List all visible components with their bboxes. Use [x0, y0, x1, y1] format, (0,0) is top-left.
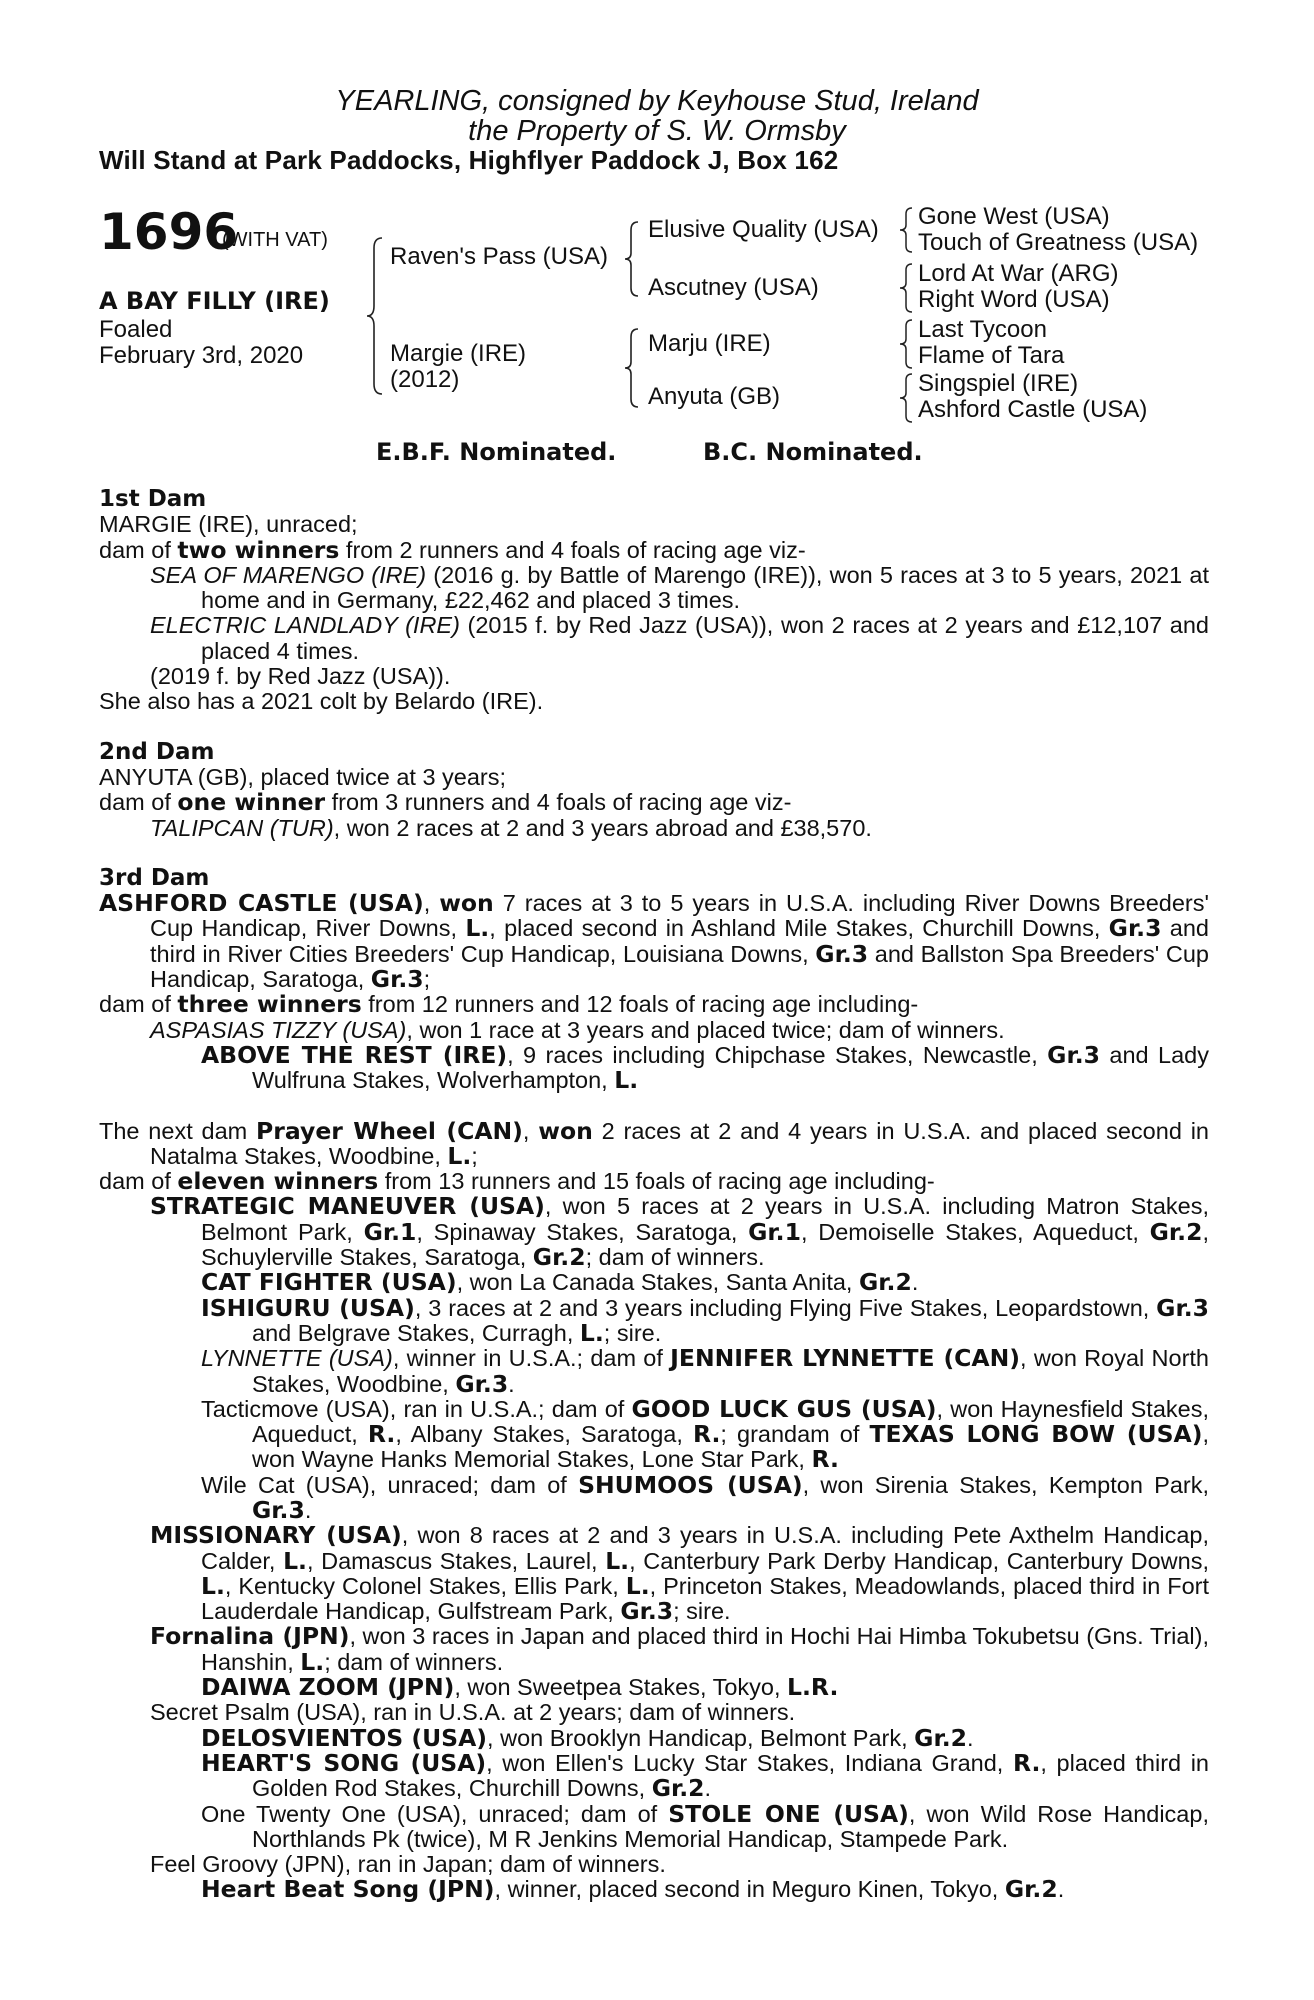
next-dam-offspring: Feel Groovy (JPN), ran in Japan; dam of winners.: [150, 1851, 666, 1878]
second-dam-heading: 2nd Dam: [99, 738, 215, 765]
pedigree-dss: Last Tycoon: [918, 316, 1047, 343]
next-dam-grand-offspring: DELOSVIENTOS (USA), won Brooklyn Handicap, Belmont Park, Gr.2.: [201, 1723, 974, 1752]
pedigree-dam-year: (2012): [390, 366, 460, 393]
next-dam-grand-offspring: LYNNETTE (USA), winner in U.S.A.; dam of JENNIFER LYNNETTE (CAN), won Royal North Stakes, Woodbine, Gr.3.: [201, 1344, 1209, 1398]
pedigree-brace-dam: [624, 327, 642, 409]
third-dam-record: dam of three winners from 12 runners and 12 foals of racing age including-: [99, 990, 919, 1019]
third-dam-offspring: ASPASIAS TIZZY (USA), won 1 race at 3 years and placed twice; dam of winners.: [150, 1016, 1005, 1043]
first-dam-offspring: ELECTRIC LANDLADY (IRE) (2015 f. by Red Jazz (USA)), won 2 races at 2 years and £12,107 and placed 4 times.: [150, 612, 1209, 664]
first-dam-also: She also has a 2021 colt by Belardo (IRE).: [99, 688, 544, 715]
pedigree-dam: Margie (IRE): [390, 340, 527, 367]
pedigree-sire: Raven's Pass (USA): [390, 243, 608, 270]
next-dam-grand-offspring: HEART'S SONG (USA), won Ellen's Lucky Star Stakes, Indiana Grand, R., placed third in Golden Rod Stakes, Churchill Downs, Gr.2.: [201, 1748, 1210, 1803]
property-line: the Property of S. W. Ormsby: [468, 115, 846, 147]
third-dam-grand-offspring: ABOVE THE REST (IRE), 9 races including Chipchase Stakes, Newcastle, Gr.3 and Lady Wulfruna Stakes, Wolverhampton, L.: [201, 1040, 1209, 1095]
pedigree-sds: Lord At War (ARG): [918, 260, 1119, 287]
stand-location: Will Stand at Park Paddocks, Highflyer Paddock J, Box 162: [99, 145, 839, 175]
next-dam-offspring: MISSIONARY (USA), won 8 races at 2 and 3 years in U.S.A. including Pete Axthelm Handicap, Calder, L., Damascus Stakes, Laurel, L., Canterbury Park Derby Handicap, Canterbury Downs, L., Kentucky Colonel Stakes, Ellis Park, L., Princeton Stakes, Meadowlands, placed third in Fort Lauderdale Handicap, Gulfstream Park, Gr.3; sire.: [150, 1521, 1209, 1626]
next-dam-grand-offspring: Tacticmove (USA), ran in U.S.A.; dam of GOOD LUCK GUS (USA), won Haynesfield Stakes, Aqueduct, R., Albany Stakes, Saratoga, R.; grandam of TEXAS LONG BOW (USA), won Wayne Hanks Memorial Stakes, Lone Star Park, R.: [201, 1394, 1209, 1474]
first-dam-heading: 1st Dam: [99, 486, 207, 512]
pedigree-brace-ss: [899, 206, 915, 254]
vat-note: (WITH VAT): [222, 229, 328, 251]
bc-nomination: B.C. Nominated.: [703, 438, 923, 466]
third-dam-line: ASHFORD CASTLE (USA), won 7 races at 3 to 5 years in U.S.A. including River Downs Breeders' Cup Handicap, River Downs, L., placed second in Ashland Mile Stakes, Churchill Downs, Gr.3 and third in River Cities Breeders' Cup Handicap, Louisiana Downs, Gr.3 and Ballston Spa Breeders' Cup Handicap, Saratoga, Gr.3;: [99, 889, 1209, 994]
pedigree-dam-sire: Marju (IRE): [648, 330, 771, 357]
pedigree-sire-sire: Elusive Quality (USA): [648, 216, 879, 243]
pedigree-dsd: Flame of Tara: [918, 342, 1065, 369]
horse-description: A BAY FILLY (IRE): [99, 287, 330, 315]
next-dam-grand-offspring: DAIWA ZOOM (JPN), won Sweetpea Stakes, Tokyo, L.R.: [201, 1673, 839, 1702]
next-dam-grand-offspring: Wile Cat (USA), unraced; dam of SHUMOOS (USA), won Sirenia Stakes, Kempton Park, Gr.3.: [201, 1470, 1209, 1524]
foaled-label: Foaled: [99, 316, 173, 343]
pedigree-ssd: Touch of Greatness (USA): [918, 229, 1199, 256]
pedigree-sire-dam: Ascutney (USA): [648, 274, 819, 301]
second-dam-record: dam of one winner from 3 runners and 4 foals of racing age viz-: [99, 788, 792, 817]
pedigree-brace-sire: [624, 220, 642, 298]
pedigree-brace-sd: [899, 262, 915, 314]
ebf-nomination: E.B.F. Nominated.: [376, 438, 617, 466]
second-dam-offspring: TALIPCAN (TUR), won 2 races at 2 and 3 years abroad and £38,570.: [150, 814, 872, 841]
next-dam-grand-offspring: One Twenty One (USA), unraced; dam of STOLE ONE (USA), won Wild Rose Handicap, Northlands Pk (twice), M R Jenkins Memorial Handicap, Stampede Park.: [201, 1799, 1209, 1852]
next-dam-grand-offspring: CAT FIGHTER (USA), won La Canada Stakes, Santa Anita, Gr.2.: [201, 1268, 919, 1297]
second-dam-line: ANYUTA (GB), placed twice at 3 years;: [99, 763, 507, 790]
pedigree-brace-ds: [899, 318, 915, 370]
third-dam-heading: 3rd Dam: [99, 864, 210, 891]
first-dam-record: dam of two winners from 2 runners and 4 foals of racing age viz-: [99, 535, 806, 564]
pedigree-brace-dd: [899, 372, 915, 424]
pedigree-ddd: Ashford Castle (USA): [918, 396, 1148, 423]
next-dam-offspring: Fornalina (JPN), won 3 races in Japan and placed third in Hochi Hai Himba Tokubetsu (Gns. Trial), Hanshin, L.; dam of winners.: [150, 1622, 1209, 1676]
foaled-date: February 3rd, 2020: [99, 342, 304, 369]
pedigree-dds: Singspiel (IRE): [918, 370, 1079, 397]
consignment-line: YEARLING, consigned by Keyhouse Stud, Ireland: [335, 85, 979, 117]
next-dam-record: dam of eleven winners from 13 runners and 15 foals of racing age including-: [99, 1167, 935, 1196]
next-dam-offspring: Secret Psalm (USA), ran in U.S.A. at 2 years; dam of winners.: [150, 1699, 796, 1726]
pedigree-brace-main: [366, 236, 386, 396]
pedigree-sdd: Right Word (USA): [918, 286, 1110, 313]
lot-number: 1696: [99, 203, 239, 261]
next-dam-grand-offspring: ISHIGURU (USA), 3 races at 2 and 3 years including Flying Five Stakes, Leopardstown, Gr.3 and Belgrave Stakes, Curragh, L.; sire.: [201, 1293, 1209, 1347]
first-dam-offspring: SEA OF MARENGO (IRE) (2016 g. by Battle of Marengo (IRE)), won 5 races at 3 to 5 years, 2021 at home and in Germany, £22,462 and placed 3 times.: [150, 561, 1209, 614]
pedigree-sss: Gone West (USA): [918, 203, 1110, 230]
next-dam-line: The next dam Prayer Wheel (CAN), won 2 races at 2 and 4 years in U.S.A. and placed second in Natalma Stakes, Woodbine, L.;: [99, 1116, 1209, 1170]
first-dam-line: MARGIE (IRE), unraced;: [99, 511, 358, 538]
next-dam-grand-offspring: Heart Beat Song (JPN), winner, placed second in Meguro Kinen, Tokyo, Gr.2.: [201, 1875, 1065, 1904]
next-dam-offspring: STRATEGIC MANEUVER (USA), won 5 races at 2 years in U.S.A. including Matron Stakes, Belmont Park, Gr.1, Spinaway Stakes, Saratoga, Gr.1, Demoiselle Stakes, Aqueduct, Gr.2, Schuylerville Stakes, Saratoga, Gr.2; dam of winners.: [150, 1192, 1209, 1272]
pedigree-notes: [99, 487, 1209, 1903]
pedigree-dam-dam: Anyuta (GB): [648, 383, 781, 410]
first-dam-offspring: (2019 f. by Red Jazz (USA)).: [150, 663, 451, 690]
